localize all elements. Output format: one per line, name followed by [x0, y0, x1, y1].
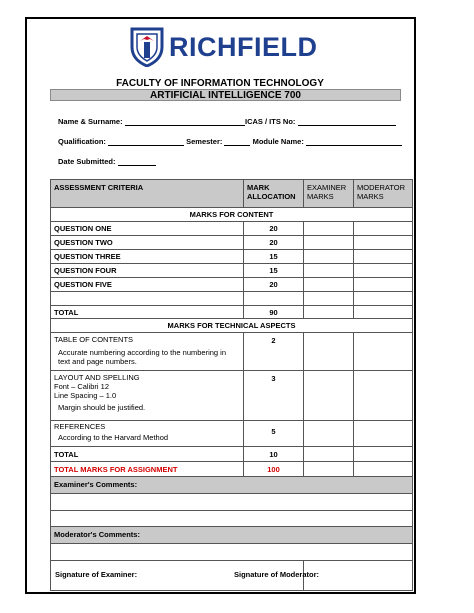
module-line[interactable]: [306, 137, 402, 146]
examiner-comments-field[interactable]: [51, 494, 413, 511]
question-label: QUESTION FOUR: [51, 264, 244, 278]
name-field-row: [58, 117, 245, 126]
question-mark: 15: [244, 264, 304, 278]
question-mark: 20: [244, 278, 304, 292]
semester-line[interactable]: [224, 137, 250, 146]
blank-cell: [354, 292, 413, 306]
moderator-comments-label: Moderator's Comments:: [51, 527, 413, 544]
qualification-line[interactable]: [108, 137, 184, 146]
moderator-mark-cell[interactable]: [354, 222, 413, 236]
content-total-row: [51, 306, 413, 319]
moderator-mark-cell[interactable]: [354, 333, 413, 371]
moderator-comments-field[interactable]: [51, 544, 413, 561]
examiner-mark-cell[interactable]: [304, 421, 354, 447]
moderator-signature-cell[interactable]: [234, 561, 413, 591]
faculty-title: FACULTY OF INFORMATION TECHNOLOGY: [116, 78, 324, 89]
table-row: [51, 222, 413, 236]
references-mark: 5: [244, 421, 304, 447]
date-label: Date Submitted:: [58, 157, 116, 166]
moderator-signature: Signature of Moderator:: [234, 570, 320, 579]
references-row: [51, 421, 413, 447]
examiner-mark-cell[interactable]: [304, 278, 354, 292]
name-line[interactable]: [125, 117, 245, 126]
signature-row: [51, 561, 413, 591]
date-line[interactable]: [118, 157, 156, 166]
references-text: According to the Harvard Method: [58, 433, 169, 442]
module-label: Module Name:: [252, 137, 304, 146]
examiner-mark-cell[interactable]: [304, 306, 354, 319]
examiner-mark-cell[interactable]: [304, 236, 354, 250]
course-title: ARTIFICIAL INTELLIGENCE 700: [50, 89, 401, 101]
blank-row: [51, 292, 413, 306]
content-total-mark: 90: [244, 306, 304, 319]
question-mark: 15: [244, 250, 304, 264]
content-section-row: [51, 208, 413, 222]
blank-cell: [304, 292, 354, 306]
toc-row: [51, 333, 413, 371]
qualification-label: Qualification:: [58, 137, 106, 146]
name-label: Name & Surname:: [58, 117, 123, 126]
icas-label: ICAS / ITS No:: [245, 117, 296, 126]
moderator-mark-cell[interactable]: [354, 250, 413, 264]
blank-cell: [51, 511, 413, 527]
moderator-mark-cell[interactable]: [354, 462, 413, 477]
question-label: QUESTION TWO: [51, 236, 244, 250]
layout-spacing: Line Spacing – 1.0: [54, 391, 117, 400]
examiner-comments-row: [51, 477, 413, 494]
grand-total-row: [51, 462, 413, 477]
question-mark: 20: [244, 222, 304, 236]
examiner-mark-cell[interactable]: [304, 462, 354, 477]
moderator-comments-row: [51, 527, 413, 544]
examiner-mark-cell[interactable]: [304, 264, 354, 278]
toc-title: TABLE OF CONTENTS: [54, 335, 134, 344]
qualification-field-row: [58, 137, 402, 146]
layout-margin: Margin should be justified.: [58, 403, 146, 412]
blank-row: [51, 511, 413, 527]
references-cell: [51, 421, 244, 447]
richfield-logo: [130, 27, 318, 67]
technical-section-row: [51, 319, 413, 333]
toc-mark: 2: [244, 333, 304, 371]
mark-allocation-header: MARK ALLOCATION: [244, 180, 304, 208]
layout-title: LAYOUT AND SPELLING: [54, 373, 140, 382]
icas-line[interactable]: [298, 117, 396, 126]
blank-cell: [244, 292, 304, 306]
content-total-label: TOTAL: [51, 306, 244, 319]
moderator-comments-input-row: [51, 544, 413, 561]
grand-total-label: TOTAL MARKS FOR ASSIGNMENT: [51, 462, 244, 477]
examiner-signature[interactable]: Signature of Examiner:: [51, 561, 304, 591]
moderator-mark-cell[interactable]: [354, 278, 413, 292]
grand-total-mark: 100: [244, 462, 304, 477]
technical-total-label: TOTAL: [51, 447, 244, 462]
blank-cell: [51, 292, 244, 306]
technical-total-row: [51, 447, 413, 462]
table-row: [51, 250, 413, 264]
examiner-mark-cell[interactable]: [304, 222, 354, 236]
technical-total-mark: 10: [244, 447, 304, 462]
question-mark: 20: [244, 236, 304, 250]
semester-label: Semester:: [186, 137, 223, 146]
table-header-row: [51, 180, 413, 208]
moderator-mark-cell[interactable]: [354, 306, 413, 319]
examiner-mark-cell[interactable]: [304, 371, 354, 421]
moderator-mark-cell[interactable]: [354, 447, 413, 462]
icas-field-row: [245, 117, 396, 126]
table-row: [51, 278, 413, 292]
moderator-mark-cell[interactable]: [354, 371, 413, 421]
table-row: [51, 236, 413, 250]
assessment-table: [50, 179, 413, 591]
logo-wordmark: RICHFIELD: [169, 31, 318, 62]
layout-row: [51, 371, 413, 421]
layout-cell: [51, 371, 244, 421]
moderator-mark-cell[interactable]: [354, 264, 413, 278]
question-label: QUESTION ONE: [51, 222, 244, 236]
references-title: REFERENCES: [54, 422, 106, 431]
examiner-comments-input-row: [51, 494, 413, 511]
layout-mark: 3: [244, 371, 304, 421]
table-row: [51, 264, 413, 278]
content-section-heading: MARKS FOR CONTENT: [51, 208, 413, 222]
moderator-mark-cell[interactable]: [354, 236, 413, 250]
toc-text: Accurate numbering according to the numbering in text and page numbers.: [58, 348, 227, 366]
moderator-mark-cell[interactable]: [354, 421, 413, 447]
examiner-mark-cell[interactable]: [304, 333, 354, 371]
shield-icon: [130, 27, 164, 67]
examiner-mark-cell[interactable]: [304, 250, 354, 264]
technical-section-heading: MARKS FOR TECHNICAL ASPECTS: [51, 319, 413, 333]
question-label: QUESTION FIVE: [51, 278, 244, 292]
criteria-header: ASSESSMENT CRITERIA: [51, 180, 244, 208]
examiner-marks-header: EXAMINER MARKS: [304, 180, 354, 208]
examiner-comments-label: Examiner's Comments:: [51, 477, 413, 494]
date-field-row: [58, 157, 156, 166]
toc-cell: [51, 333, 244, 371]
question-label: QUESTION THREE: [51, 250, 244, 264]
examiner-mark-cell[interactable]: [304, 447, 354, 462]
layout-font: Font – Calibri 12: [54, 382, 110, 391]
moderator-marks-header: MODERATOR MARKS: [354, 180, 413, 208]
